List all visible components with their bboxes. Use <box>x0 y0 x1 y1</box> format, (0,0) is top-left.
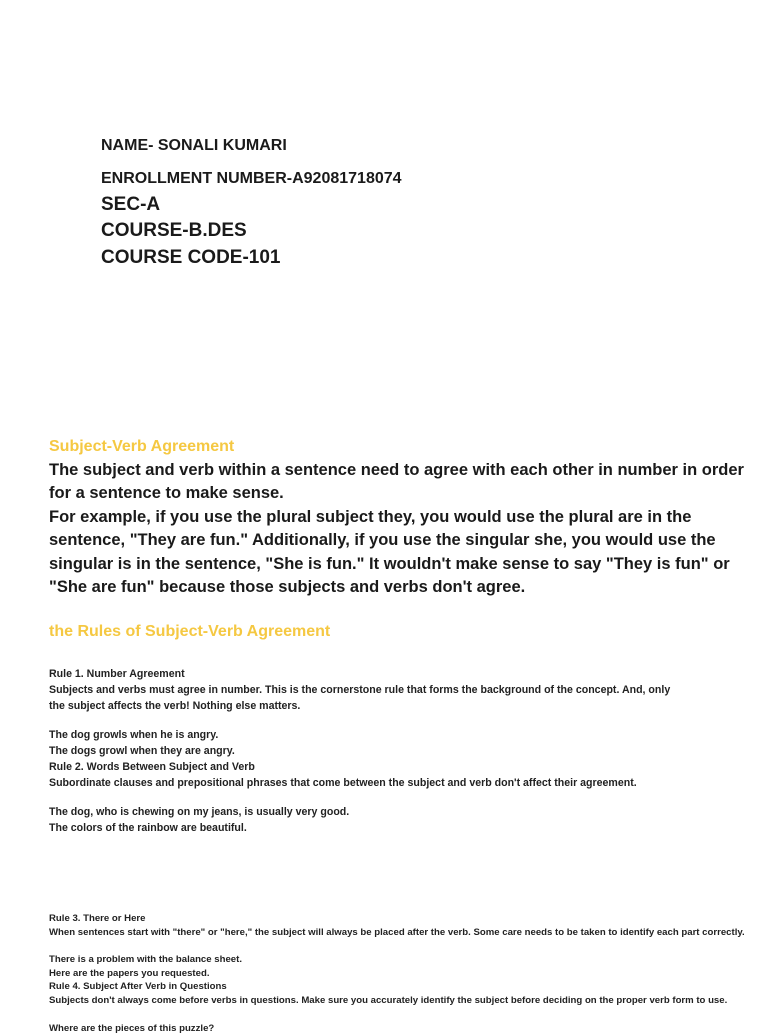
enrollment-number: ENROLLMENT NUMBER-A92081718074 <box>101 170 402 187</box>
intro-paragraph: For example, if you use the plural subject they, you would use the plural are in the sentence, "They are fun." Additionally, if you use the singular she, you would use the singular is in the sentence, "She is fun." It wouldn't make sense to say "They is fun" or "She are fun" because those subjects and verbs don't agree. <box>49 507 730 597</box>
section: SEC-A <box>101 194 161 215</box>
example-sentence: The dog, who is chewing on my jeans, is usually very good. <box>49 806 350 818</box>
rule-text: Subjects don't always come before verbs in questions. Make sure you accurately identify the subject before deciding on the proper verb form to use. <box>49 994 728 1006</box>
course: COURSE-B.DES <box>101 220 247 241</box>
rule-heading: Rule 2. Words Between Subject and Verb <box>49 761 255 773</box>
example-sentence: The dogs growl when they are angry. <box>49 745 235 757</box>
rules-3-4-block <box>49 912 768 1035</box>
section-title-subject-verb-agreement: Subject-Verb Agreement <box>49 438 235 455</box>
intro-paragraph: The subject and verb within a sentence need to agree with each other in number in order for a sentence to make sense. <box>49 461 744 503</box>
example-sentence: The dog growls when he is angry. <box>49 729 219 741</box>
intro-body <box>49 459 749 599</box>
rule-heading: Rule 1. Number Agreement <box>49 668 185 680</box>
example-sentence: Where are the pieces of this puzzle? <box>49 1022 215 1034</box>
student-name: NAME- SONALI KUMARI <box>101 137 287 154</box>
example-sentence: Here are the papers you requested. <box>49 967 210 979</box>
example-sentence: There is a problem with the balance sheet. <box>49 954 242 966</box>
rule-heading: Rule 4. Subject After Verb in Questions <box>49 981 227 993</box>
rules-1-2-block <box>49 666 764 836</box>
section-title-rules: the Rules of Subject-Verb Agreement <box>49 623 331 640</box>
rule-text: Subjects and verbs must agree in number. This is the cornerstone rule that forms the background of the concept. And, only <box>49 684 671 696</box>
rule-text: the subject affects the verb! Nothing else matters. <box>49 700 301 712</box>
course-code: COURSE CODE-101 <box>101 247 281 268</box>
rule-text: Subordinate clauses and prepositional phrases that come between the subject and verb don't affect their agreement. <box>49 777 637 789</box>
rule-text: When sentences start with "there" or "here," the subject will always be placed after the verb. Some care needs to be taken to identify each part correctly. <box>49 926 745 938</box>
rule-heading: Rule 3. There or Here <box>49 913 146 924</box>
example-sentence: The colors of the rainbow are beautiful. <box>49 822 247 834</box>
